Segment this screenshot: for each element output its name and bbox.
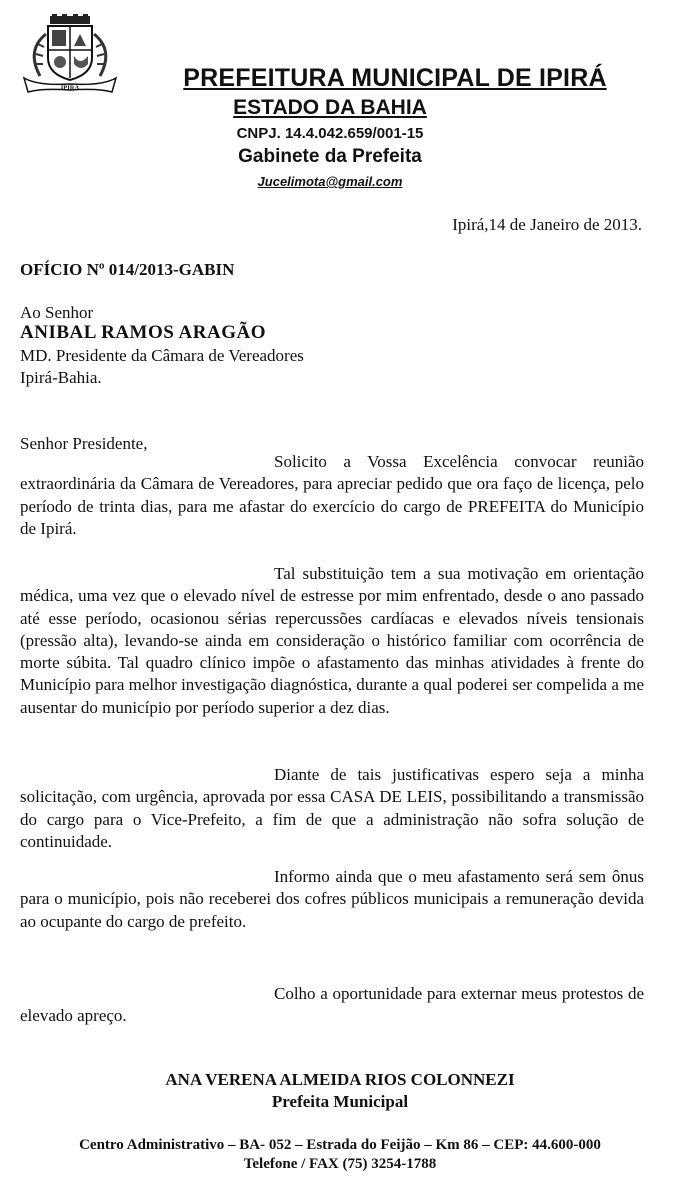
footer-address: Centro Administrativo – BA- 052 – Estrada do Feijão – Km 86 – CEP: 44.600-000 [79, 1137, 601, 1153]
body-paragraph: Informo ainda que o meu afastamento será sem ônus para o município, pois não receberei dos cofres públicos municipais a remuneração devida ao ocupante do cargo de prefeito. [20, 867, 644, 931]
signatory-role: Prefeita Municipal [271, 1092, 409, 1111]
crest-ribbon-text: IPIRÁ [60, 84, 80, 92]
state-name: ESTADO DA BAHIA [233, 96, 427, 119]
cnpj-number: CNPJ. 14.4.042.659/001-15 [236, 125, 424, 142]
email-address: Jucelimota@gmail.com [257, 174, 403, 189]
closing-paragraph: Colho a oportunidade para externar meus protestos de elevado apreço. [20, 984, 644, 1026]
addressee-salutation: Ao Senhor [20, 303, 94, 322]
municipality-title: PREFEITURA MUNICIPAL DE IPIRÁ [183, 64, 607, 92]
office-name: Gabinete da Prefeita [238, 146, 422, 167]
body-paragraph: Solicito a Vossa Excelência convocar reunião extraordinária da Câmara de Vereadores, para apreciar pedido que ora faço de licença, pelo período de trinta dias, para me afastar do exercício do cargo de PREFEITA do Município de Ipirá. [20, 452, 644, 538]
document-reference: OFÍCIO Nº 014/2013-GABIN [20, 260, 235, 279]
addressee-location: Ipirá-Bahia. [20, 368, 102, 387]
addressee-title: MD. Presidente da Câmara de Vereadores [20, 346, 304, 365]
footer-phone: Telefone / FAX (75) 3254-1788 [243, 1156, 437, 1172]
letter-greeting: Senhor Presidente, [20, 434, 148, 453]
signatory-name: ANA VERENA ALMEIDA RIOS COLONNEZI [165, 1070, 515, 1089]
letter-date: Ipirá,14 de Janeiro de 2013. [452, 215, 642, 234]
body-paragraph: Tal substituição tem a sua motivação em orientação médica, uma vez que o elevado nível de estresse por mim enfrentado, desde o ano passado até esse período, ocasionou sérias repercussões cardíacas e elevados níveis tensionais (pressão alta), levando-se ainda em consideração o histórico familiar com ocorrência de morte súbita. Tal quadro clínico impõe o afastamento das minhas atividades à frente do Município para melhor investigação diagnóstica, durante a qual poderei ser compelida a me ausentar do município por período superior a dez dias. [20, 564, 644, 717]
municipal-coat-of-arms-icon [18, 14, 122, 94]
addressee-name: ANIBAL RAMOS ARAGÃO [20, 322, 266, 343]
body-paragraph: Diante de tais justificativas espero seja a minha solicitação, com urgência, aprovada por essa CASA DE LEIS, possibilitando a transmissão do cargo para o Vice-Prefeito, a fim de que a administração não sofra solução de continuidade. [20, 765, 644, 851]
